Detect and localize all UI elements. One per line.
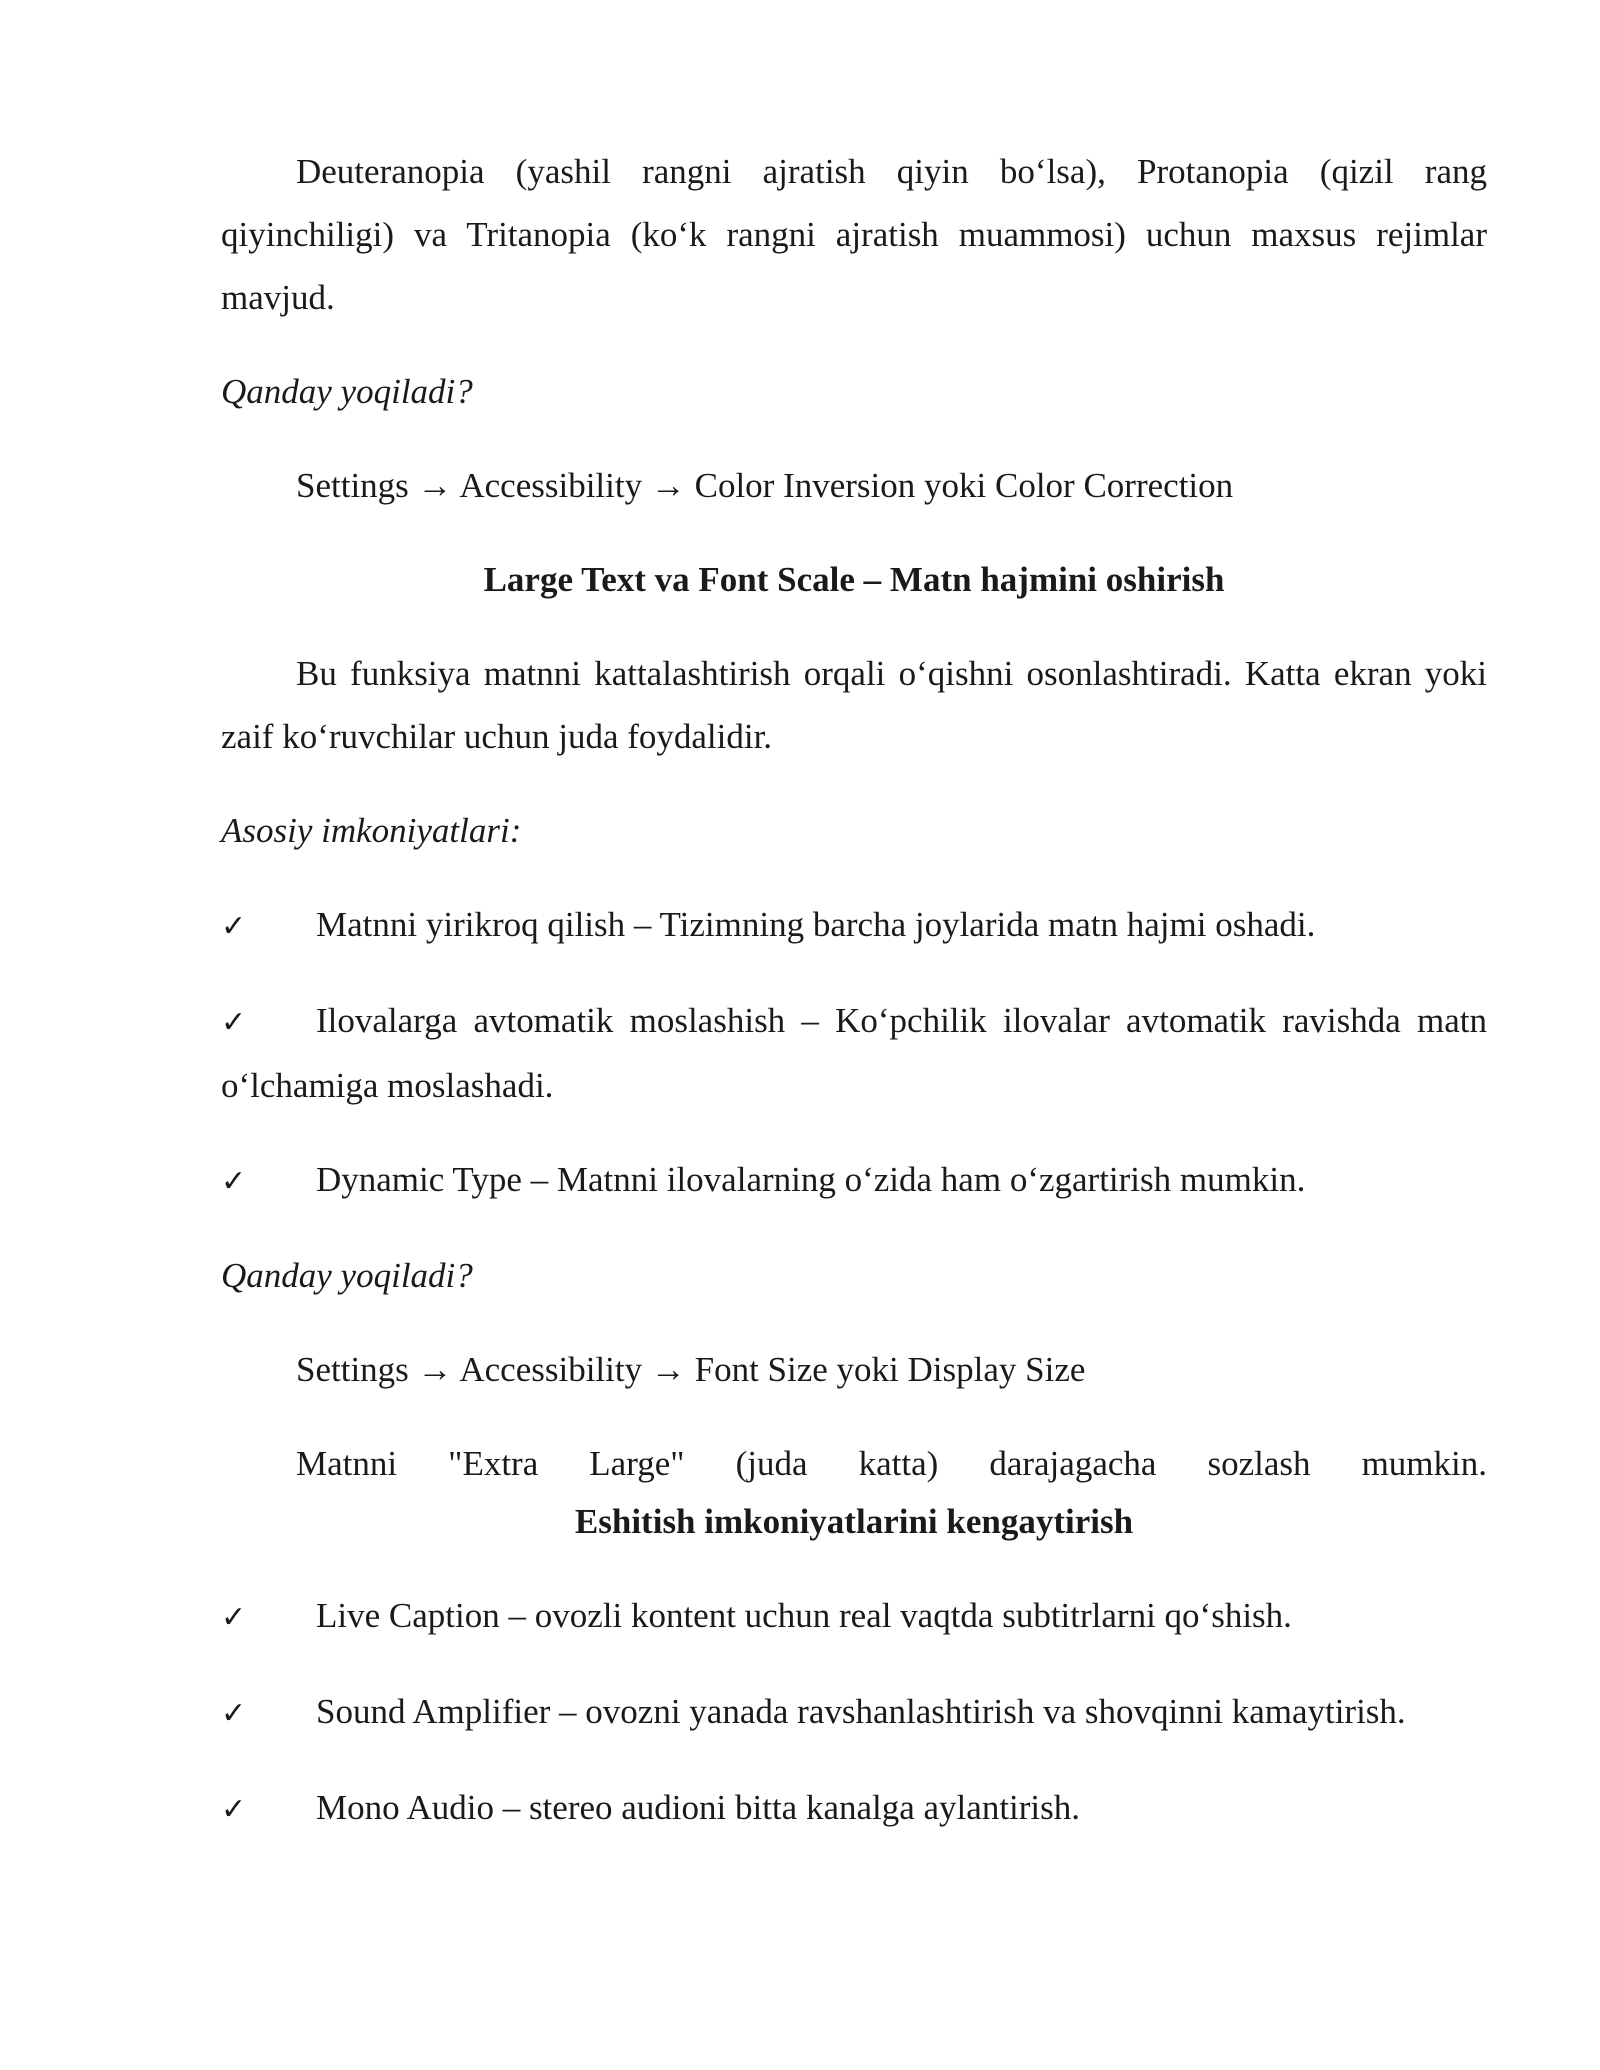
hearing-list	[221, 1584, 1487, 1841]
settings-path: Settings → Accessibility → Font Size yoki Display Size	[296, 1350, 1086, 1389]
list-item	[221, 1680, 1487, 1745]
list-item	[221, 1148, 1487, 1213]
section-heading-large-text: Large Text va Font Scale – Matn hajmini oshirish	[483, 560, 1225, 599]
checkmark-icon: ✓	[221, 1792, 247, 1827]
main-features-label: Asosiy imkoniyatlari:	[221, 811, 522, 850]
list-item-text: Ilovalarga avtomatik moslashish – Ko‘pchilik ilovalar avtomatik ravishda matn o‘lchamiga moslashadi.	[221, 1001, 1487, 1105]
list-item-text: Live Caption – ovozli kontent uchun real vaqtda subtitrlarni qo‘shish.	[316, 1596, 1292, 1635]
checkmark-icon: ✓	[221, 1005, 247, 1040]
list-item	[221, 1776, 1487, 1841]
list-item	[221, 893, 1487, 958]
list-item-text: Matnni yirikroq qilish – Tizimning barcha joylarida matn hajmi oshadi.	[316, 905, 1316, 944]
color-modes-paragraph: Deuteranopia (yashil rangni ajratish qiyin bo‘lsa), Protanopia (qizil rang qiyinchiligi) va Tritanopia (ko‘k rangni ajratish muammosi) uchun maxsus rejimlar mavjud.	[221, 152, 1487, 317]
how-enable-label: Qanday yoqiladi?	[221, 1256, 473, 1295]
checkmark-icon: ✓	[221, 1600, 247, 1635]
section-heading-hearing: Eshitish imkoniyatlarini kengaytirish	[574, 1502, 1134, 1541]
how-enable-label: Qanday yoqiladi?	[221, 372, 473, 411]
checkmark-icon: ✓	[221, 1164, 247, 1199]
document-page	[221, 140, 1487, 1841]
extra-large-paragraph: Matnni "Extra Large" (juda katta) darajagacha sozlash mumkin.	[296, 1444, 1487, 1483]
list-item-text: Mono Audio – stereo audioni bitta kanalga aylantirish.	[316, 1788, 1081, 1827]
list-item-text: Dynamic Type – Matnni ilovalarning o‘zida ham o‘zgartirish mumkin.	[316, 1160, 1306, 1199]
checkmark-icon: ✓	[221, 909, 247, 944]
list-item	[221, 1584, 1487, 1649]
large-text-intro-paragraph: Bu funksiya matnni kattalashtirish orqali o‘qishni osonlashtiradi. Katta ekran yoki zaif ko‘ruvchilar uchun juda foydalidir.	[221, 654, 1487, 756]
checkmark-icon: ✓	[221, 1696, 247, 1731]
list-item	[221, 989, 1487, 1117]
settings-path: Settings → Accessibility → Color Inversion yoki Color Correction	[296, 466, 1234, 505]
list-item-text: Sound Amplifier – ovozni yanada ravshanlashtirish va shovqinni kamaytirish.	[316, 1692, 1406, 1731]
features-list	[221, 893, 1487, 1213]
